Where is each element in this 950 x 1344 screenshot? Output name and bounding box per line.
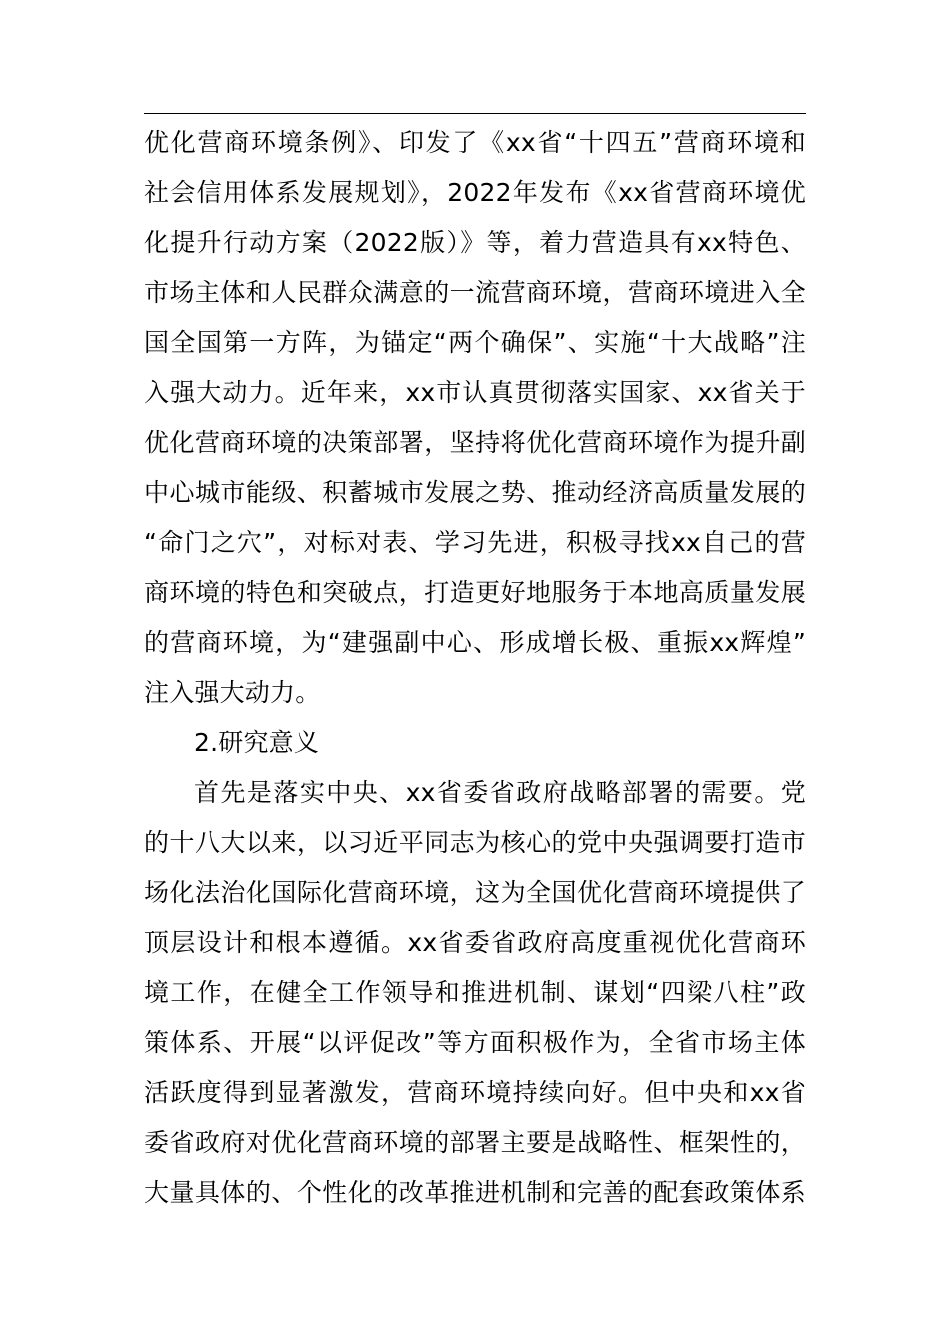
paragraph-line: 委省政府对优化营商环境的部署主要是战略性、框架性的， xyxy=(144,1128,806,1157)
paragraph-line: 的营商环境，为“建强副中心、形成增长极、重振xx辉煌” xyxy=(144,628,806,657)
paragraph-line: 优化营商环境的决策部署，坚持将优化营商环境作为提升副 xyxy=(144,428,806,457)
paragraph-line: 商环境的特色和突破点，打造更好地服务于本地高质量发展 xyxy=(144,578,806,607)
paragraph-line: 化提升行动方案（2022版）》等，着力营造具有xx特色、 xyxy=(144,228,806,257)
header-rule xyxy=(144,113,806,114)
paragraph-line: 市场主体和人民群众满意的一流营商环境，营商环境进入全 xyxy=(144,278,806,307)
paragraph-line: 场化法治化国际化营商环境，这为全国优化营商环境提供了 xyxy=(144,878,806,907)
paragraph-line: 国全国第一方阵，为锚定“两个确保”、实施“十大战略”注 xyxy=(144,328,806,357)
paragraph-line: “命门之穴”，对标对表、学习先进，积极寻找xx自己的营 xyxy=(144,528,806,557)
paragraph-line: 活跃度得到显著激发，营商环境持续向好。但中央和xx省 xyxy=(144,1078,806,1107)
paragraph-line: 大量具体的、个性化的改革推进机制和完善的配套政策体系 xyxy=(144,1178,806,1207)
paragraph-line: 社会信用体系发展规划》，2022年发布《xx省营商环境优 xyxy=(144,178,806,207)
paragraph-line: 顶层设计和根本遵循。xx省委省政府高度重视优化营商环 xyxy=(144,928,806,957)
section-heading: 2.研究意义 xyxy=(194,728,320,757)
paragraph-line: 入强大动力。近年来，xx市认真贯彻落实国家、xx省关于 xyxy=(144,378,806,407)
paragraph-line: 策体系、开展“以评促改”等方面积极作为，全省市场主体 xyxy=(144,1028,806,1057)
paragraph-line: 首先是落实中央、xx省委省政府战略部署的需要。党 xyxy=(194,778,806,807)
paragraph-line: 境工作，在健全工作领导和推进机制、谋划“四梁八柱”政 xyxy=(144,978,806,1007)
paragraph-line: 中心城市能级、积蓄城市发展之势、推动经济高质量发展的 xyxy=(144,478,806,507)
paragraph-line: 注入强大动力。 xyxy=(144,678,321,707)
paragraph-line: 优化营商环境条例》、印发了《xx省“十四五”营商环境和 xyxy=(144,128,806,157)
paragraph-line: 的十八大以来，以习近平同志为核心的党中央强调要打造市 xyxy=(144,828,806,857)
